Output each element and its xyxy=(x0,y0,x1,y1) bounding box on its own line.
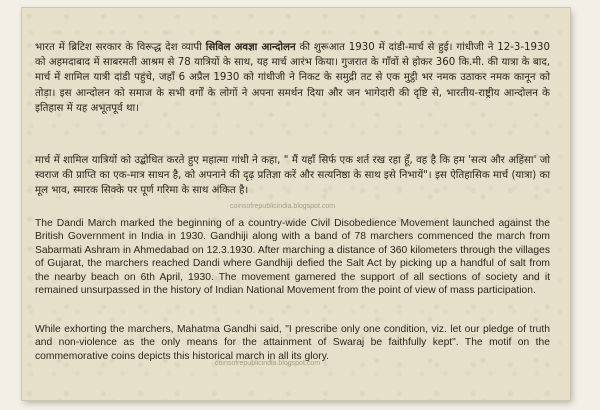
hindi-paragraph-2 xyxy=(35,153,550,199)
hindi-quote-paragraph: मार्च में शामिल यात्रियों को उद्बोधित करते हुए महात्मा गांधी ने कहा, " मैं यहाँ सिर्फ एक शर्त रख रहा हूँ, वह है कि हम 'सत्य और अहिंसा' जो स्वराज की प्राप्ति का एक-मात्र साधन है, को अपनाने की दृढ़ प्रतिज्ञा करें और सत्यनिष्ठा के साथ इसे निभायें"। इस ऐतिहासिक मार्च (यात्रा) का मूल भाव, स्मारक सिक्के पर पूर्ण गरिमा के साथ अंकित है। xyxy=(35,155,550,197)
watermark-top: coinsofrepublicindia.blogspot.com xyxy=(230,203,336,210)
hindi-bold-term: सिविल अवज्ञा आन्दोलन xyxy=(205,42,296,53)
english-paragraph-2 xyxy=(35,323,550,363)
english-paragraph-1 xyxy=(35,217,550,297)
watermark-bottom: coinsofrepublicindia.blogspot.com xyxy=(215,360,321,367)
english-dandi-paragraph: The Dandi March marked the beginning of a country-wide Civil Disobedience Movement launched against the British Government in India in 1930. Gandhiji along with a band of 78 marchers commenced the march from Sabarmati Ashram in Ahmedabad on 12.3.1930. After marching a distance of 360 kilometers through the villages of Gujarat, the marchers reached Dandi where Gandhiji defied the Salt Act by picking up a handful of salt from the nearby beach on 6th April, 1930. The movement garnered the support of all sections of society and it remained unsurpassed in the history of Indian National Movement from the point of view of mass participation. xyxy=(35,218,550,297)
english-quote-paragraph: While exhorting the marchers, Mahatma Gandhi said, "I prescribe only one condition, viz. let our pledge of truth and non-violence as the only means for the attainment of Swaraj be faithfully kept". The motif on the commemorative coins depicts this historical march in all its glory. xyxy=(35,324,550,362)
hindi-text-cont: की शुरूआत 1930 में दांडी-मार्च से हुई। गांधीजी ने 12-3-1930 को अहमदाबाद में साबरमती आश्रम से 78 यात्रियों के साथ, यह मार्च आरंभ किया। गुजरात के गाँवों से होकर 360 कि.मी. की यात्रा के बाद, मार्च में शामिल यात्री दांडी पहुंचे, जहाँ 6 अप्रैल 1930 को गांधीजी ने निकट के समुद्री तट से एक मुट्ठी भर नमक उठाकर नमक कानून को तोड़ा। इस आन्दोलन को समाज के सभी वर्गों के लोगों ने अपना समर्थन दिया और जन भागेदारी की दृष्टि से, भारतीय-राष्ट्रीय आन्दोलन के इतिहास में यह अभूतपूर्व था। xyxy=(35,42,550,114)
hindi-text: भारत में ब्रिटिश सरकार के विरूद्ध देश व्यापी xyxy=(35,42,206,53)
hindi-paragraph-1 xyxy=(35,40,550,116)
